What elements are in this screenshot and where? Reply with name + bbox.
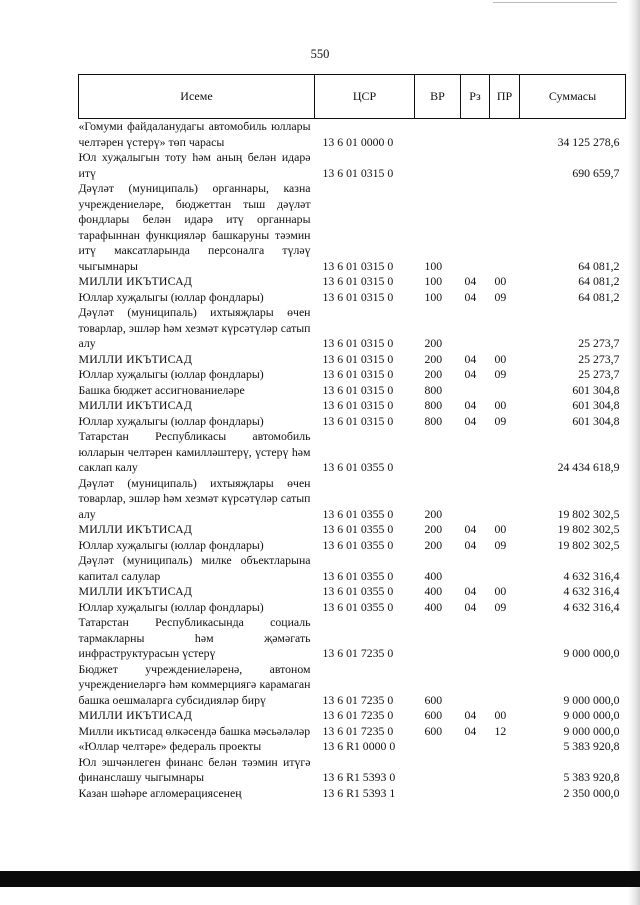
cell-rz (461, 553, 490, 584)
cell-pr (490, 755, 520, 786)
cell-rz (461, 786, 490, 802)
scan-edge-shadow (628, 0, 640, 905)
table-row (79, 429, 626, 476)
cell-pr: 09 (494, 537, 507, 552)
table-row (79, 181, 626, 274)
table-row (79, 383, 626, 399)
table-row (79, 367, 626, 383)
table-row (79, 786, 626, 802)
header-name: Исеме (79, 75, 315, 119)
cell-rz (461, 662, 490, 709)
cell-csr: 13 6 01 0315 0 (322, 165, 394, 180)
cell-rz: 04 (464, 537, 477, 552)
cell-name: Милли икътисад өлкәсендә башка мәсьәләләр (78, 723, 311, 738)
header-vr: ВР (415, 75, 461, 119)
cell-rz (461, 119, 490, 151)
cell-vr: 400 (424, 568, 443, 583)
cell-csr: 13 6 01 0355 0 (322, 522, 394, 536)
header-csr: ЦСР (315, 75, 415, 119)
cell-pr (490, 615, 520, 662)
cell-csr: 13 6 01 0315 0 (322, 382, 394, 397)
cell-sum: 19 802 302,5 (557, 537, 620, 552)
cell-name: Бюджет учреждениеләренә, автоном учреждениеләргә һәм коммерциягә карамаган башка оешмаларга субсидияләр бирү (78, 661, 311, 707)
table-row (79, 553, 626, 584)
cell-rz: 04 (464, 708, 477, 722)
cell-sum: 25 273,7 (578, 367, 620, 381)
cell-rz (461, 615, 490, 662)
cell-name: Юллар хуҗалыгы (юллар фондлары) (78, 289, 264, 304)
cell-sum: 64 081,2 (578, 258, 620, 273)
table-row (79, 119, 626, 151)
cell-vr (415, 429, 461, 476)
cell-vr: 600 (424, 723, 443, 738)
cell-csr: 13 6 01 0315 0 (322, 289, 394, 304)
cell-csr: 13 6 01 0355 0 (322, 537, 394, 552)
table-row (79, 662, 626, 709)
cell-sum: 64 081,2 (578, 289, 620, 304)
table-row (79, 398, 626, 414)
cell-name: МИЛЛИ ИКЪТИСАД (78, 351, 193, 366)
cell-rz (461, 739, 490, 755)
cell-pr: 00 (494, 708, 507, 722)
cell-sum: 25 273,7 (578, 336, 620, 350)
table-row (79, 290, 626, 306)
cell-csr: 13 6 01 0355 0 (322, 460, 394, 474)
page-number: 550 (310, 47, 330, 61)
cell-sum: 601 304,8 (572, 398, 620, 412)
cell-rz (461, 429, 490, 476)
cell-name: Башка бюджет ассигнованиеләре (78, 382, 245, 397)
table-row (79, 584, 626, 600)
cell-pr (490, 553, 520, 584)
cell-sum: 19 802 302,5 (557, 522, 620, 536)
cell-pr: 00 (494, 398, 507, 412)
cell-name: «Гомуми файдаланудагы автомобиль юллары челтәрен үстерү» төп чарасы (78, 119, 311, 149)
cell-rz (461, 305, 490, 352)
table-row (79, 739, 626, 755)
cell-pr: 09 (494, 599, 507, 614)
cell-name: Дәүләт (муниципаль) органнары, казна учреждениеләре, бюджеттан тыш дәүләт фондлары белән идарә итү органнары тарафыннан функцияләр башкаруны тәэмин итү максатларында персоналга түләү чыгымнары (78, 181, 311, 273)
table-row (79, 522, 626, 538)
cell-rz (461, 476, 490, 523)
table-row (79, 600, 626, 616)
cell-vr: 200 (424, 506, 443, 521)
cell-name: Юллар хуҗалыгы (юллар фондлары) (78, 413, 264, 428)
cell-pr: 12 (494, 723, 507, 738)
cell-vr: 600 (424, 692, 443, 707)
cell-csr: 13 6 01 7235 0 (322, 723, 394, 738)
cell-sum: 4 632 316,4 (563, 599, 620, 614)
cell-vr (415, 739, 461, 755)
table-body (79, 119, 626, 802)
cell-rz (461, 383, 490, 399)
cell-name: Юл хуҗалыгын тоту һәм аның белән идарә итү (78, 150, 311, 180)
cell-csr: 13 6 01 0000 0 (322, 134, 394, 149)
cell-rz: 04 (464, 289, 477, 304)
cell-name: МИЛЛИ ИКЪТИСАД (78, 522, 193, 536)
scan-edge-line (493, 2, 617, 3)
cell-name: Юллар хуҗалыгы (юллар фондлары) (78, 599, 264, 614)
cell-csr: 13 6 01 0315 0 (322, 258, 394, 273)
cell-name: Дәүләт (муниципаль) милке объектларына капитал салулар (78, 553, 311, 583)
cell-sum: 2 350 000,0 (563, 785, 620, 800)
cell-pr: 00 (494, 522, 507, 536)
cell-vr: 200 (424, 336, 443, 350)
header-sum: Суммасы (520, 75, 626, 119)
cell-sum: 601 304,8 (572, 413, 620, 428)
cell-csr: 13 6 01 0315 0 (322, 367, 394, 381)
cell-name: Юллар хуҗалыгы (юллар фондлары) (78, 537, 264, 552)
cell-vr: 800 (424, 382, 443, 397)
cell-sum: 4 632 316,4 (563, 584, 620, 598)
cell-sum: 9 000 000,0 (563, 723, 620, 738)
cell-name: Казан шәһәре агломерациясенең (78, 785, 242, 800)
cell-csr: 13 6 R1 5393 0 (322, 770, 396, 784)
cell-sum: 4 632 316,4 (563, 568, 620, 583)
table-header-row (79, 75, 626, 119)
table-row (79, 150, 626, 181)
cell-pr (490, 181, 520, 274)
cell-csr: 13 6 01 0355 0 (322, 506, 394, 521)
cell-csr: 13 6 01 0315 0 (322, 274, 394, 288)
cell-csr: 13 6 01 0315 0 (322, 351, 394, 366)
cell-csr: 13 6 01 0355 0 (322, 599, 394, 614)
cell-rz (461, 181, 490, 274)
cell-sum: 5 383 920,8 (563, 770, 620, 784)
table-row (79, 476, 626, 523)
cell-name: Дәүләт (муниципаль) ихтыяҗлары өчен товарлар, эшләр һәм хезмәт күрсәтүләр сатып алу (78, 305, 311, 350)
cell-vr: 100 (424, 289, 443, 304)
cell-name: МИЛЛИ ИКЪТИСАД (78, 584, 193, 598)
cell-rz: 04 (464, 351, 477, 366)
cell-sum: 9 000 000,0 (563, 708, 620, 722)
cell-sum: 64 081,2 (578, 274, 620, 288)
cell-pr (490, 383, 520, 399)
cell-vr: 800 (424, 398, 443, 412)
cell-sum: 25 273,7 (578, 351, 620, 366)
cell-sum: 690 659,7 (572, 165, 620, 180)
cell-rz: 04 (464, 723, 477, 738)
cell-sum: 24 434 618,9 (557, 460, 620, 474)
cell-vr: 800 (424, 413, 443, 428)
header-rz: Рз (461, 75, 490, 119)
table-row (79, 724, 626, 740)
cell-rz: 04 (464, 584, 477, 598)
budget-table (78, 74, 626, 801)
scan-bottom-bar (0, 871, 640, 887)
cell-pr: 09 (494, 413, 507, 428)
table-row (79, 538, 626, 554)
cell-name: Татарстан Республикасы автомобиль юлларын челтәрен камилләштерү, үстерү һәм саклап калу (78, 429, 311, 474)
cell-vr (415, 150, 461, 181)
cell-pr: 09 (494, 289, 507, 304)
cell-vr: 600 (424, 708, 443, 722)
cell-sum: 34 125 278,6 (557, 134, 620, 149)
cell-sum: 601 304,8 (572, 382, 620, 397)
table-row (79, 708, 626, 724)
cell-sum: 9 000 000,0 (563, 646, 620, 660)
table-row (79, 274, 626, 290)
cell-name: Юллар хуҗалыгы (юллар фондлары) (78, 367, 264, 381)
cell-vr: 400 (424, 599, 443, 614)
cell-rz: 04 (464, 413, 477, 428)
cell-pr (490, 476, 520, 523)
cell-csr: 13 6 01 0355 0 (322, 568, 394, 583)
cell-name: Татарстан Республикасында социаль тармакларны һәм җәмәгать инфраструктурасын үстерү (78, 615, 311, 660)
cell-name: Дәүләт (муниципаль) ихтыяҗлары өчен товарлар, эшләр һәм хезмәт күрсәтүләр сатып алу (78, 475, 311, 521)
cell-rz (461, 150, 490, 181)
cell-vr (415, 755, 461, 786)
cell-rz: 04 (464, 398, 477, 412)
cell-vr: 200 (424, 522, 443, 536)
cell-rz: 04 (464, 274, 477, 288)
cell-pr: 00 (494, 351, 507, 366)
cell-name: «Юллар челтәре» федераль проекты (78, 739, 262, 753)
cell-csr: 13 6 01 7235 0 (322, 692, 394, 707)
cell-name: МИЛЛИ ИКЪТИСАД (78, 274, 193, 288)
cell-rz: 04 (464, 522, 477, 536)
cell-pr (490, 119, 520, 151)
table-row (79, 305, 626, 352)
cell-pr: 09 (494, 367, 507, 381)
cell-csr: 13 6 01 0315 0 (322, 398, 394, 412)
cell-csr: 13 6 01 0315 0 (322, 336, 394, 350)
table-row (79, 615, 626, 662)
cell-csr: 13 6 01 7235 0 (322, 708, 394, 722)
cell-vr: 100 (424, 274, 443, 288)
cell-csr: 13 6 01 0355 0 (322, 584, 394, 598)
table-row (79, 755, 626, 786)
cell-vr: 200 (424, 367, 443, 381)
cell-pr (490, 786, 520, 802)
cell-pr: 00 (494, 274, 507, 288)
cell-csr: 13 6 R1 5393 1 (322, 785, 396, 800)
cell-name: МИЛЛИ ИКЪТИСАД (78, 398, 193, 412)
cell-pr (490, 662, 520, 709)
cell-sum: 19 802 302,5 (557, 506, 620, 521)
cell-pr (490, 739, 520, 755)
cell-csr: 13 6 01 7235 0 (322, 646, 394, 660)
cell-sum: 5 383 920,8 (563, 739, 620, 753)
table-row (79, 352, 626, 368)
cell-vr (415, 786, 461, 802)
cell-pr: 00 (494, 584, 507, 598)
cell-vr (415, 615, 461, 662)
cell-pr (490, 429, 520, 476)
cell-csr: 13 6 01 0315 0 (322, 413, 394, 428)
cell-name: МИЛЛИ ИКЪТИСАД (78, 708, 193, 722)
cell-rz: 04 (464, 367, 477, 381)
cell-vr: 100 (424, 258, 443, 273)
cell-vr (415, 119, 461, 151)
cell-sum: 9 000 000,0 (563, 692, 620, 707)
header-pr: ПР (490, 75, 520, 119)
table-row (79, 414, 626, 430)
cell-name: Юл эшчәнлеген финанс белән тәэмин итүгә финанслашу чыгымнары (78, 754, 311, 784)
cell-csr: 13 6 R1 0000 0 (322, 739, 396, 753)
cell-vr: 200 (424, 537, 443, 552)
cell-pr (490, 305, 520, 352)
cell-vr: 400 (424, 584, 443, 598)
cell-rz: 04 (464, 599, 477, 614)
cell-pr (490, 150, 520, 181)
cell-rz (461, 755, 490, 786)
cell-vr: 200 (424, 351, 443, 366)
